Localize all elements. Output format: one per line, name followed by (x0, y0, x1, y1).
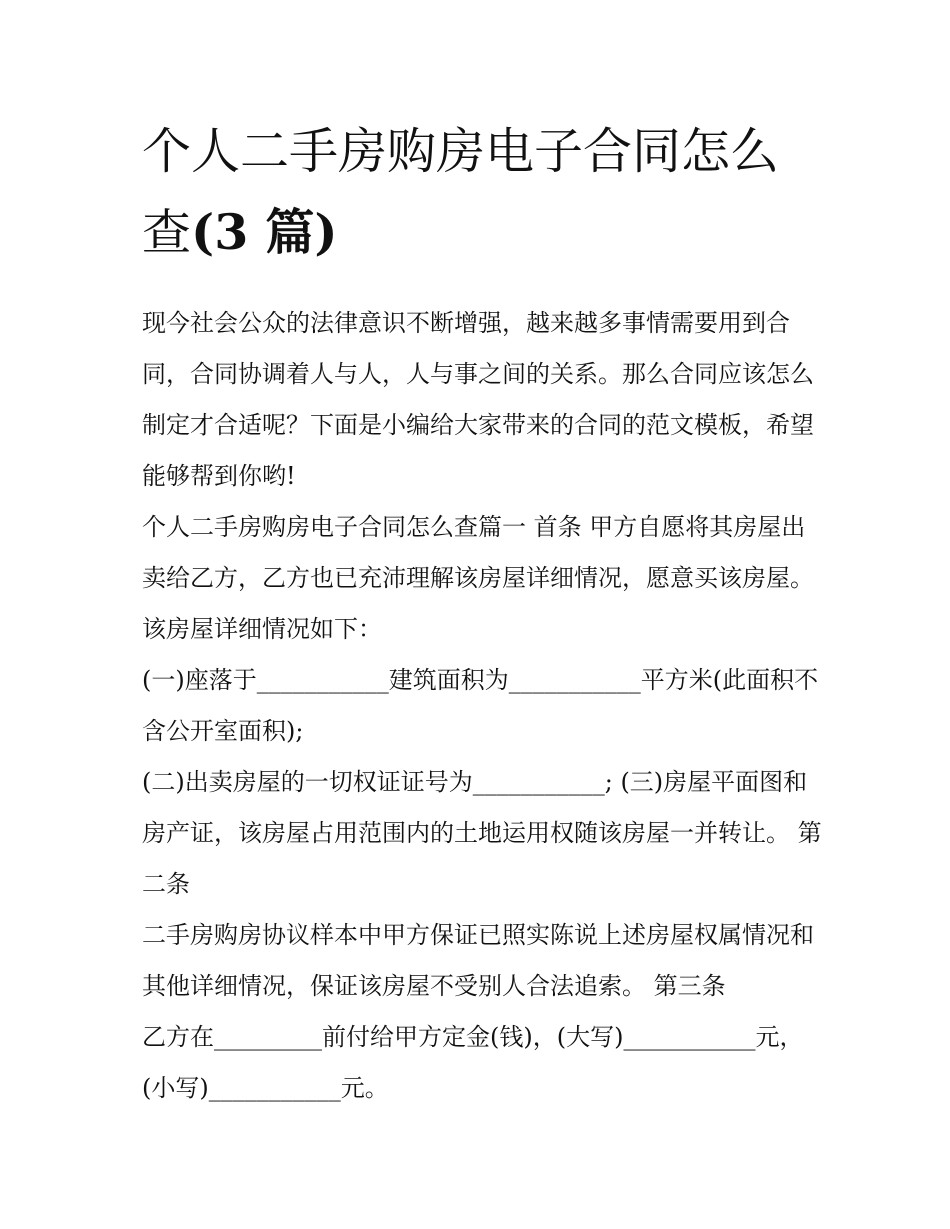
location-area-paragraph: (一)座落于___________建筑面积为___________平方米(此面积不含公开室面积); (142, 666, 819, 745)
title-line-2-prefix: 查 (142, 204, 192, 261)
document-body (142, 298, 822, 1114)
article-1-paragraph: 个人二手房购房电子合同怎么查篇一 首条 甲方自愿将其房屋出卖给乙方，乙方也已充沛理解该房屋详细情况，愿意买该房屋。该房屋详细情况如下： (142, 513, 814, 643)
document-page (142, 112, 822, 1114)
certificate-paragraph: (二)出卖房屋的一切权证证号为___________; (三)房屋平面图和房产证，该房屋占用范围内的土地运用权随该房屋一并转让。 第二条 (142, 768, 822, 898)
title-line-2-count: (3 篇) (191, 203, 338, 261)
title-line-1: 个人二手房购房电子合同怎么 (142, 123, 780, 180)
deposit-paragraph: 乙方在_________前付给甲方定金(钱)，(大写)___________元，(小写)___________元。 (142, 1023, 804, 1102)
intro-paragraph: 现今社会公众的法律意识不断增强，越来越多事情需要用到合同，合同协调着人与人，人与事之间的关系。那么合同应该怎么制定才合适呢？下面是小编给大家带来的合同的范文模板，希望能够帮到你哟! (142, 309, 814, 490)
document-title (142, 112, 822, 273)
article-2-paragraph: 二手房购房协议样本中甲方保证已照实陈说上述房屋权属情况和其他详细情况，保证该房屋不受别人合法追索。 第三条 (142, 921, 814, 1000)
